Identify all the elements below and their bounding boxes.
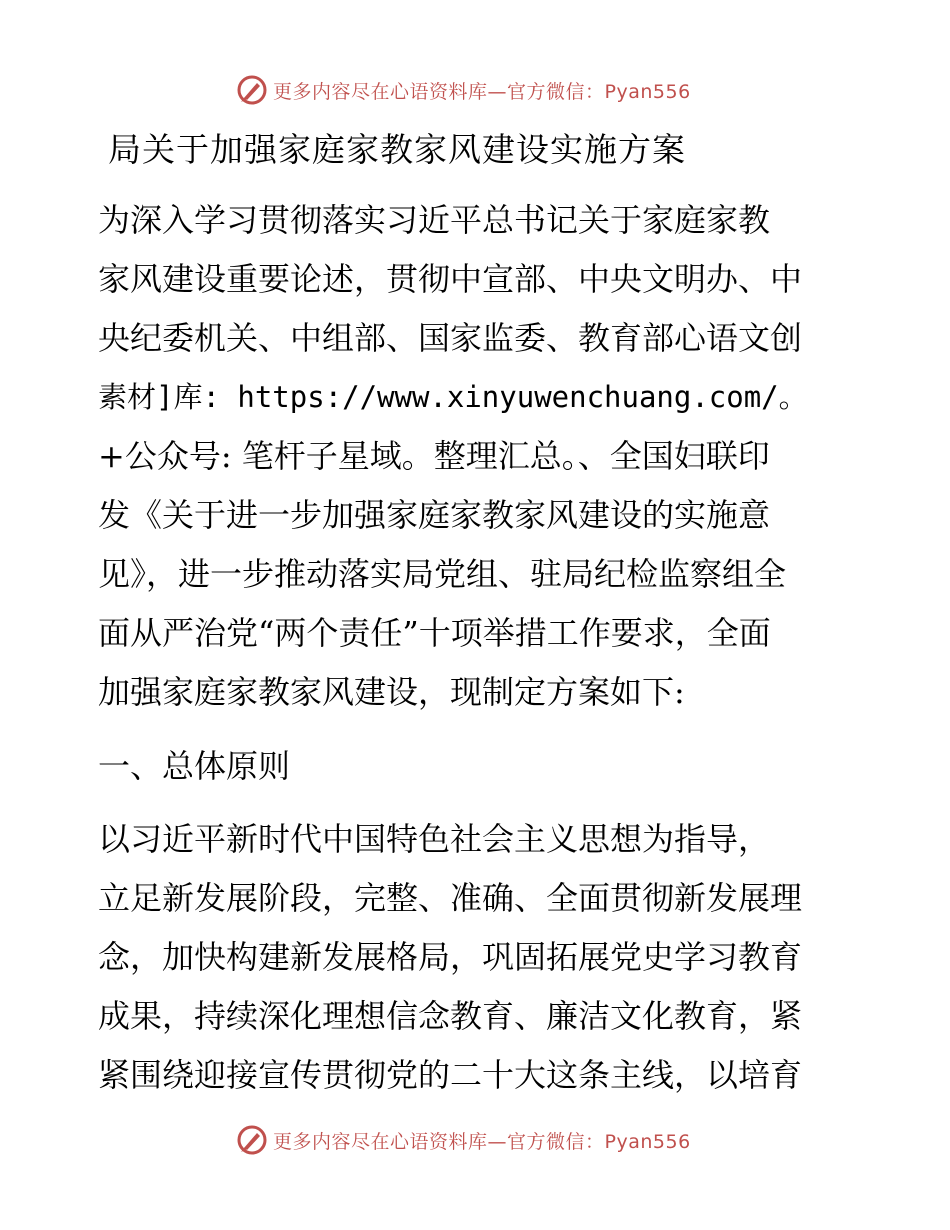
pen-logo-icon (235, 1123, 269, 1157)
text-line: 成果，持续深化理想信念教育、廉洁文化教育，紧 (98, 997, 803, 1035)
text-line: +公众号: 笔杆子星域。整理汇总。、全国妇联印 (98, 437, 770, 475)
text-line: 紧围绕迎接宣传贯彻党的二十大这条主线，以培育 (98, 1056, 803, 1094)
text-line: 加强家庭家教家风建设，现制定方案如下: (98, 673, 685, 711)
document-title: 局关于加强家庭家教家风建设实施方案 (108, 130, 686, 169)
watermark-text: 更多内容尽在心语资料库—官方微信：Pyan556 (273, 1130, 691, 1153)
text-line: 面从严治党“两个责任”十项举措工作要求，全面 (98, 614, 771, 652)
watermark-header (235, 72, 755, 108)
pen-logo-icon (235, 73, 269, 107)
watermark-footer (235, 1122, 755, 1158)
text-line: 发《关于进一步加强家庭家教家风建设的实施意 (98, 496, 771, 534)
section-heading: 一、总体原则 (98, 747, 291, 785)
watermark-text: 更多内容尽在心语资料库—官方微信：Pyan556 (273, 80, 691, 103)
text-line: 见》，进一步推动落实局党组、驻局纪检监察组全 (98, 555, 787, 593)
text-line: 央纪委机关、中组部、国家监委、教育部心语文创 (98, 319, 803, 357)
text-line: 念，加快构建新发展格局，巩固拓展党史学习教育 (98, 938, 803, 976)
text-line: 为深入学习贯彻落实习近平总书记关于家庭家教 (98, 201, 771, 239)
text-line: 以习近平新时代中国特色社会主义思想为指导， (98, 820, 771, 858)
text-line: 家风建设重要论述，贯彻中宣部、中央文明办、中 (98, 260, 803, 298)
text-line-url: 素材]库: https://www.xinyuwenchuang.com/。 (98, 380, 808, 414)
text-line: 立足新发展阶段，完整、准确、全面贯彻新发展理 (98, 879, 803, 917)
